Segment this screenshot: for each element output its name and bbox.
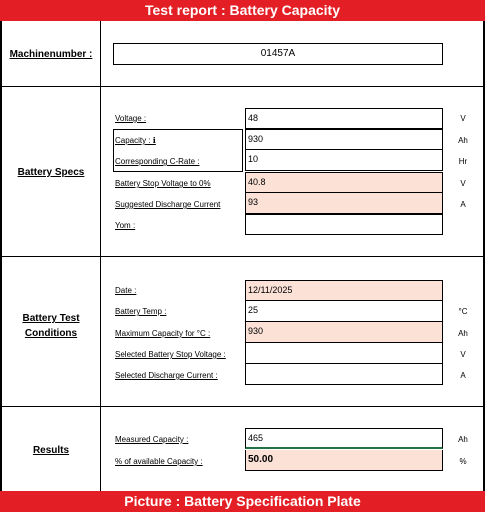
selected-discharge-current-label: Selected Discharge Current : (115, 371, 218, 380)
selected-stop-voltage-unit: V (460, 350, 466, 359)
measured-capacity-label: Measured Capacity : (115, 435, 189, 444)
discharge-current-field[interactable]: 93 (245, 193, 443, 214)
selected-stop-voltage-field[interactable] (245, 343, 443, 364)
test-conditions-title-line1: Battery Test (22, 313, 80, 324)
max-capacity-field[interactable]: 930 (245, 322, 443, 343)
divider (0, 406, 485, 407)
battery-temp-field[interactable]: 25 (245, 301, 443, 322)
max-capacity-label: Maximum Capacity for °C : (115, 329, 211, 338)
date-label: Date : (115, 286, 137, 295)
picture-section-banner: Picture : Battery Specification Plate (0, 491, 485, 512)
yom-label: Yom : (115, 221, 136, 230)
c-rate-unit: Hr (458, 157, 468, 166)
stop-voltage-label: Battery Stop Voltage to 0% (115, 179, 211, 188)
available-capacity-label: % of available Capacity : (115, 457, 203, 466)
selected-stop-voltage-label: Selected Battery Stop Voltage : (115, 350, 226, 359)
test-conditions-title-line2: Conditions (24, 328, 78, 339)
measured-capacity-unit: Ah (458, 435, 468, 444)
selected-discharge-current-unit: A (460, 371, 466, 380)
measured-capacity-field[interactable]: 465 (245, 428, 443, 449)
results-title: Results (32, 445, 70, 456)
divider (0, 256, 485, 257)
c-rate-label: Corresponding C-Rate : (115, 157, 200, 166)
yom-field[interactable] (245, 214, 443, 235)
capacity-label: Capacity : ℹ (115, 136, 156, 145)
discharge-current-label: Suggested Discharge Current (115, 200, 221, 209)
capacity-unit: Ah (458, 136, 468, 145)
voltage-unit: V (460, 114, 466, 123)
discharge-current-unit: A (460, 200, 466, 209)
stop-voltage-unit: V (460, 179, 466, 188)
date-field[interactable]: 12/11/2025 (245, 280, 443, 301)
battery-temp-unit: °C (458, 307, 468, 316)
max-capacity-unit: Ah (458, 329, 468, 338)
report-title-banner: Test report : Battery Capacity (0, 0, 485, 21)
machine-number-field[interactable]: 01457A (113, 43, 443, 65)
voltage-label: Voltage : (115, 114, 147, 123)
divider (0, 86, 485, 87)
battery-specs-title: Battery Specs (17, 167, 85, 178)
available-capacity-field[interactable]: 50.00 (245, 450, 443, 471)
stop-voltage-field[interactable]: 40.8 (245, 172, 443, 193)
voltage-field[interactable]: 48 (245, 108, 443, 129)
c-rate-field[interactable]: 10 (245, 150, 443, 171)
capacity-field[interactable]: 930 (245, 129, 443, 150)
machine-number-label: Machinenumber : (9, 49, 93, 60)
available-capacity-unit: % (459, 457, 467, 466)
battery-temp-label: Battery Temp : (115, 307, 167, 316)
selected-discharge-current-field[interactable] (245, 364, 443, 385)
column-divider (100, 21, 101, 491)
